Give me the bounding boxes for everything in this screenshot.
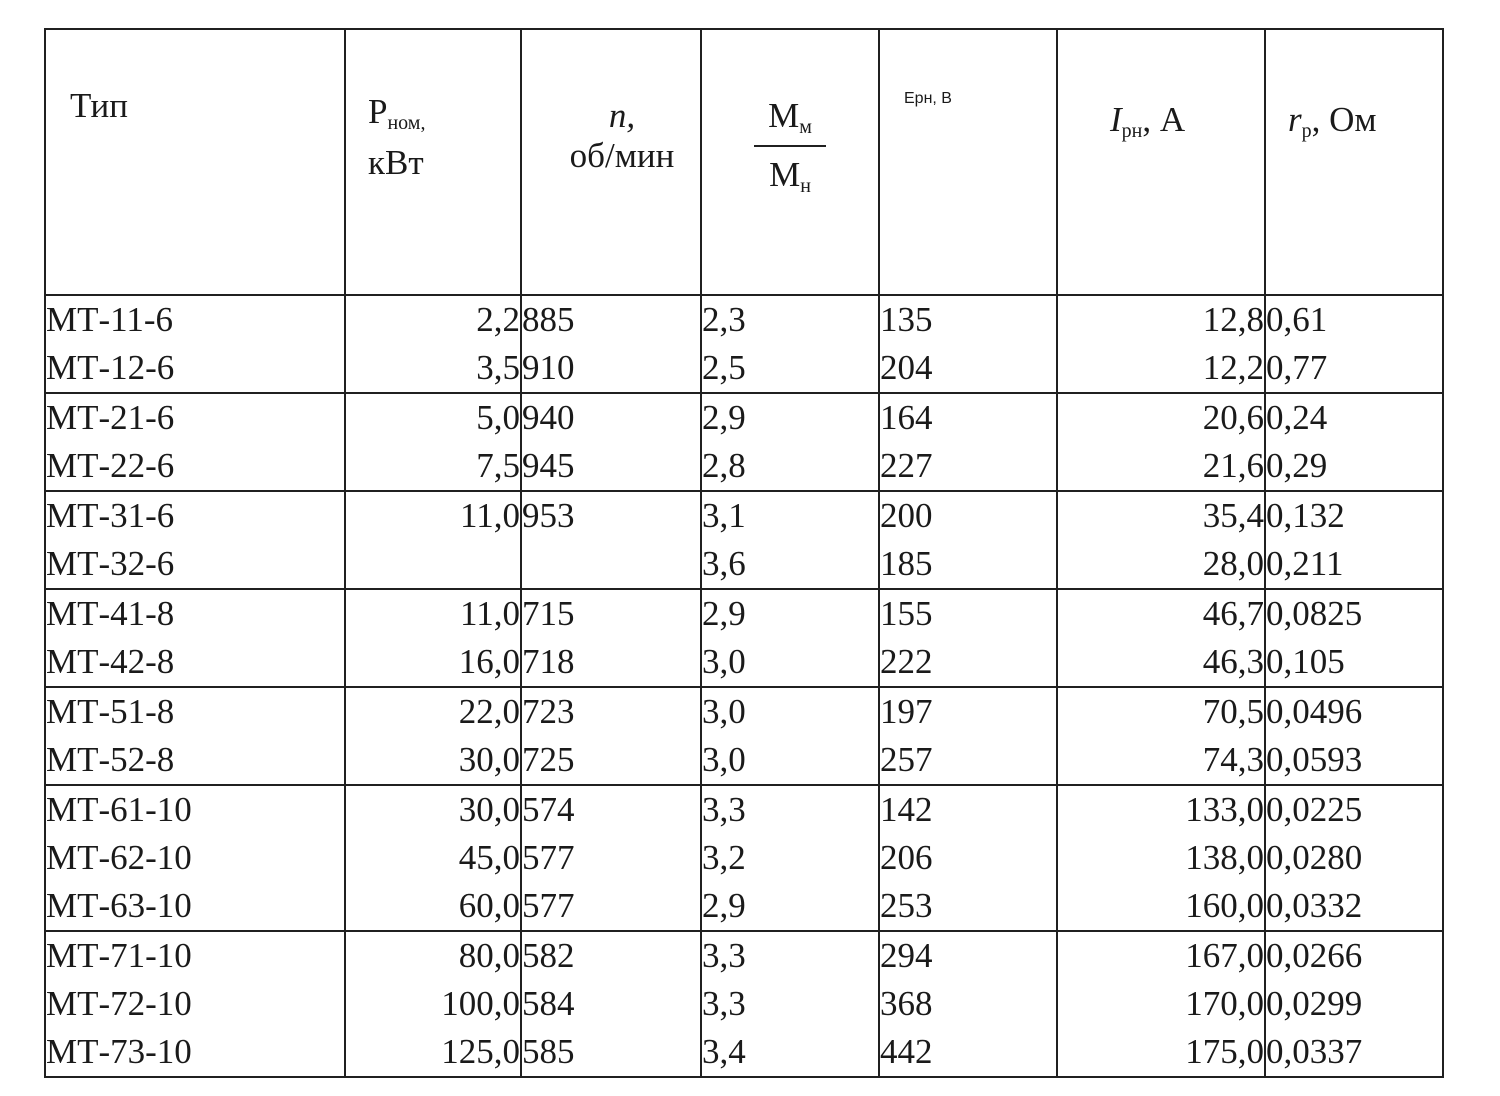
header-speed: n, об/мин [521,29,701,295]
cell-speed-line: 577 [522,838,575,877]
cell-rotor-emf-line: 204 [880,348,933,387]
cell-rotor-resistance [1265,295,1443,393]
cell-rotor-current-line: 167,0 [1185,936,1264,975]
header-rotor-current: $I_{рн}$, А [1057,29,1265,295]
cell-rotor-resistance-line: 0,77 [1266,348,1328,387]
cell-type [45,931,345,1077]
cell-rotor-emf-line: 155 [880,594,933,633]
cell-speed-line: 574 [522,790,575,829]
cell-torque-ratio-line: 2,9 [702,398,746,437]
cell-type-line: МТ-51-8 [46,692,175,731]
cell-rotor-emf-line: 142 [880,790,933,829]
cell-torque-ratio-line: 3,3 [702,790,746,829]
cell-rotor-current-line: 70,5 [1202,692,1264,731]
cell-rotor-current-line: 21,6 [1202,446,1264,485]
table-row-group [45,931,1443,1077]
cell-speed-line: 584 [522,984,575,1023]
cell-rotor-emf-line: 197 [880,692,933,731]
cell-rotor-current-line: 175,0 [1185,1032,1264,1071]
cell-speed-line: 718 [522,642,575,681]
cell-speed-line: 953 [522,496,575,535]
header-torque-ratio: $\frac{М_м}{М_н}$ [701,29,879,295]
cell-torque-ratio [701,931,879,1077]
cell-rotor-emf-line: 442 [880,1032,933,1071]
cell-rotor-resistance-line: 0,0593 [1266,740,1363,779]
cell-rotor-emf-line: 253 [880,886,933,925]
cell-rotor-resistance [1265,931,1443,1077]
cell-rotor-resistance-line: 0,0299 [1266,984,1363,1023]
cell-speed-line: 723 [522,692,575,731]
cell-rotor-current-line: 12,8 [1202,300,1264,339]
cell-torque-ratio-line: 3,1 [702,496,746,535]
cell-type [45,393,345,491]
cell-type-line: МТ-32-6 [46,544,175,583]
cell-type-line: МТ-71-10 [46,936,192,975]
table-body [45,295,1443,1077]
cell-rotor-current [1057,393,1265,491]
cell-power [345,393,521,491]
cell-type-line: МТ-72-10 [46,984,192,1023]
cell-power-line: 22,0 [458,692,520,731]
cell-power-line: 16,0 [458,642,520,681]
cell-rotor-resistance [1265,491,1443,589]
cell-rotor-resistance-line: 0,0280 [1266,838,1363,877]
cell-rotor-current [1057,687,1265,785]
cell-rotor-emf-line: 206 [880,838,933,877]
cell-rotor-emf [879,687,1057,785]
cell-torque-ratio-line: 2,9 [702,886,746,925]
cell-power-line: 45,0 [458,838,520,877]
cell-speed-line: 725 [522,740,575,779]
cell-power [345,589,521,687]
cell-rotor-emf-line: 222 [880,642,933,681]
cell-rotor-resistance-line: 0,29 [1266,446,1328,485]
cell-speed-line: 577 [522,886,575,925]
cell-power-line [346,540,520,588]
cell-power-line: 2,2 [476,300,520,339]
table-row-group [45,295,1443,393]
cell-rotor-resistance [1265,589,1443,687]
cell-rotor-current-line: 20,6 [1202,398,1264,437]
cell-torque-ratio-line: 3,0 [702,692,746,731]
cell-type [45,491,345,589]
cell-rotor-emf [879,295,1057,393]
cell-rotor-current [1057,931,1265,1077]
cell-power-line: 100,0 [441,984,520,1023]
cell-torque-ratio [701,687,879,785]
cell-power [345,295,521,393]
cell-torque-ratio-line: 3,3 [702,936,746,975]
cell-rotor-emf [879,589,1057,687]
cell-rotor-resistance-line: 0,61 [1266,300,1328,339]
cell-power-line: 3,5 [476,348,520,387]
cell-power [345,785,521,931]
cell-rotor-current-line: 170,0 [1185,984,1264,1023]
cell-power-line: 125,0 [441,1032,520,1071]
cell-speed [521,491,701,589]
cell-speed-line [522,540,700,588]
cell-speed [521,931,701,1077]
cell-rotor-current [1057,785,1265,931]
cell-speed [521,687,701,785]
cell-type-line: МТ-42-8 [46,642,175,681]
cell-rotor-current-line: 138,0 [1185,838,1264,877]
cell-rotor-resistance-line: 0,0337 [1266,1032,1363,1071]
cell-rotor-emf [879,785,1057,931]
header-power: $P_{ном,}$ кВт [345,29,521,295]
header-rotor-emf: Ерн, В [879,29,1057,295]
cell-type-line: МТ-61-10 [46,790,192,829]
cell-rotor-emf [879,491,1057,589]
cell-power-line: 5,0 [476,398,520,437]
cell-rotor-resistance [1265,393,1443,491]
cell-rotor-current-line: 35,4 [1202,496,1264,535]
cell-torque-ratio-line: 3,2 [702,838,746,877]
cell-power [345,687,521,785]
cell-torque-ratio-line: 2,9 [702,594,746,633]
cell-type-line: МТ-62-10 [46,838,192,877]
cell-type-line: МТ-73-10 [46,1032,192,1071]
cell-rotor-emf [879,931,1057,1077]
table-row-group [45,491,1443,589]
cell-torque-ratio-line: 2,8 [702,446,746,485]
cell-speed-line: 715 [522,594,575,633]
cell-rotor-emf-line: 227 [880,446,933,485]
cell-rotor-current-line: 46,3 [1202,642,1264,681]
cell-power [345,931,521,1077]
cell-rotor-resistance [1265,687,1443,785]
cell-speed-line: 910 [522,348,575,387]
cell-rotor-resistance-line: 0,105 [1266,642,1345,681]
cell-torque-ratio-line: 2,3 [702,300,746,339]
cell-torque-ratio [701,589,879,687]
cell-torque-ratio-line: 2,5 [702,348,746,387]
cell-rotor-current-line: 160,0 [1185,886,1264,925]
cell-rotor-resistance-line: 0,0225 [1266,790,1363,829]
header-row [45,29,1443,295]
cell-speed-line: 885 [522,300,575,339]
cell-torque-ratio [701,295,879,393]
cell-speed [521,785,701,931]
header-rotor-resistance: $r_р$, Ом [1265,29,1443,295]
cell-torque-ratio-line: 3,6 [702,544,746,583]
cell-type-line: МТ-31-6 [46,496,175,535]
cell-rotor-current [1057,295,1265,393]
cell-rotor-emf-line: 185 [880,544,933,583]
table-row-group [45,589,1443,687]
cell-type [45,785,345,931]
cell-type-line: МТ-21-6 [46,398,175,437]
cell-type-line: МТ-41-8 [46,594,175,633]
cell-speed-line: 945 [522,446,575,485]
cell-rotor-emf-line: 200 [880,496,933,535]
cell-rotor-emf-line: 257 [880,740,933,779]
cell-rotor-resistance-line: 0,24 [1266,398,1328,437]
cell-type-line: МТ-52-8 [46,740,175,779]
cell-rotor-emf-line: 368 [880,984,933,1023]
table-row-group [45,785,1443,931]
cell-rotor-current-line: 12,2 [1202,348,1264,387]
cell-rotor-emf-line: 164 [880,398,933,437]
cell-rotor-emf [879,393,1057,491]
cell-rotor-current-line: 74,3 [1202,740,1264,779]
cell-power-line: 7,5 [476,446,520,485]
cell-torque-ratio-line: 3,0 [702,740,746,779]
cell-rotor-current-line: 28,0 [1202,544,1264,583]
cell-power [345,491,521,589]
cell-speed-line: 582 [522,936,575,975]
cell-speed [521,589,701,687]
cell-type-line: МТ-12-6 [46,348,175,387]
cell-rotor-resistance-line: 0,211 [1266,544,1344,583]
cell-type [45,687,345,785]
cell-type [45,589,345,687]
header-type: Тип [45,29,345,295]
cell-torque-ratio-line: 3,0 [702,642,746,681]
table-row-group [45,393,1443,491]
cell-torque-ratio-line: 3,4 [702,1032,746,1071]
cell-power-line: 30,0 [458,740,520,779]
cell-torque-ratio [701,491,879,589]
cell-power-line: 80,0 [458,936,520,975]
cell-rotor-emf-line: 135 [880,300,933,339]
cell-rotor-current-line: 133,0 [1185,790,1264,829]
cell-rotor-current-line: 46,7 [1202,594,1264,633]
cell-rotor-resistance-line: 0,0496 [1266,692,1363,731]
cell-type [45,295,345,393]
cell-rotor-current [1057,491,1265,589]
cell-torque-ratio [701,393,879,491]
cell-speed [521,295,701,393]
cell-speed-line: 585 [522,1032,575,1071]
cell-rotor-resistance-line: 0,132 [1266,496,1345,535]
cell-speed-line: 940 [522,398,575,437]
cell-torque-ratio [701,785,879,931]
cell-type-line: МТ-22-6 [46,446,175,485]
cell-rotor-emf-line: 294 [880,936,933,975]
cell-rotor-resistance-line: 0,0266 [1266,936,1363,975]
cell-rotor-resistance-line: 0,0332 [1266,886,1363,925]
cell-power-line: 30,0 [458,790,520,829]
cell-rotor-resistance [1265,785,1443,931]
cell-power-line: 11,0 [460,594,520,633]
motor-spec-table [44,28,1444,1078]
cell-power-line: 60,0 [458,886,520,925]
cell-speed [521,393,701,491]
cell-power-line: 11,0 [460,496,520,535]
cell-type-line: МТ-63-10 [46,886,192,925]
cell-rotor-current [1057,589,1265,687]
table-row-group [45,687,1443,785]
cell-type-line: МТ-11-6 [46,300,174,339]
cell-rotor-resistance-line: 0,0825 [1266,594,1363,633]
cell-torque-ratio-line: 3,3 [702,984,746,1023]
